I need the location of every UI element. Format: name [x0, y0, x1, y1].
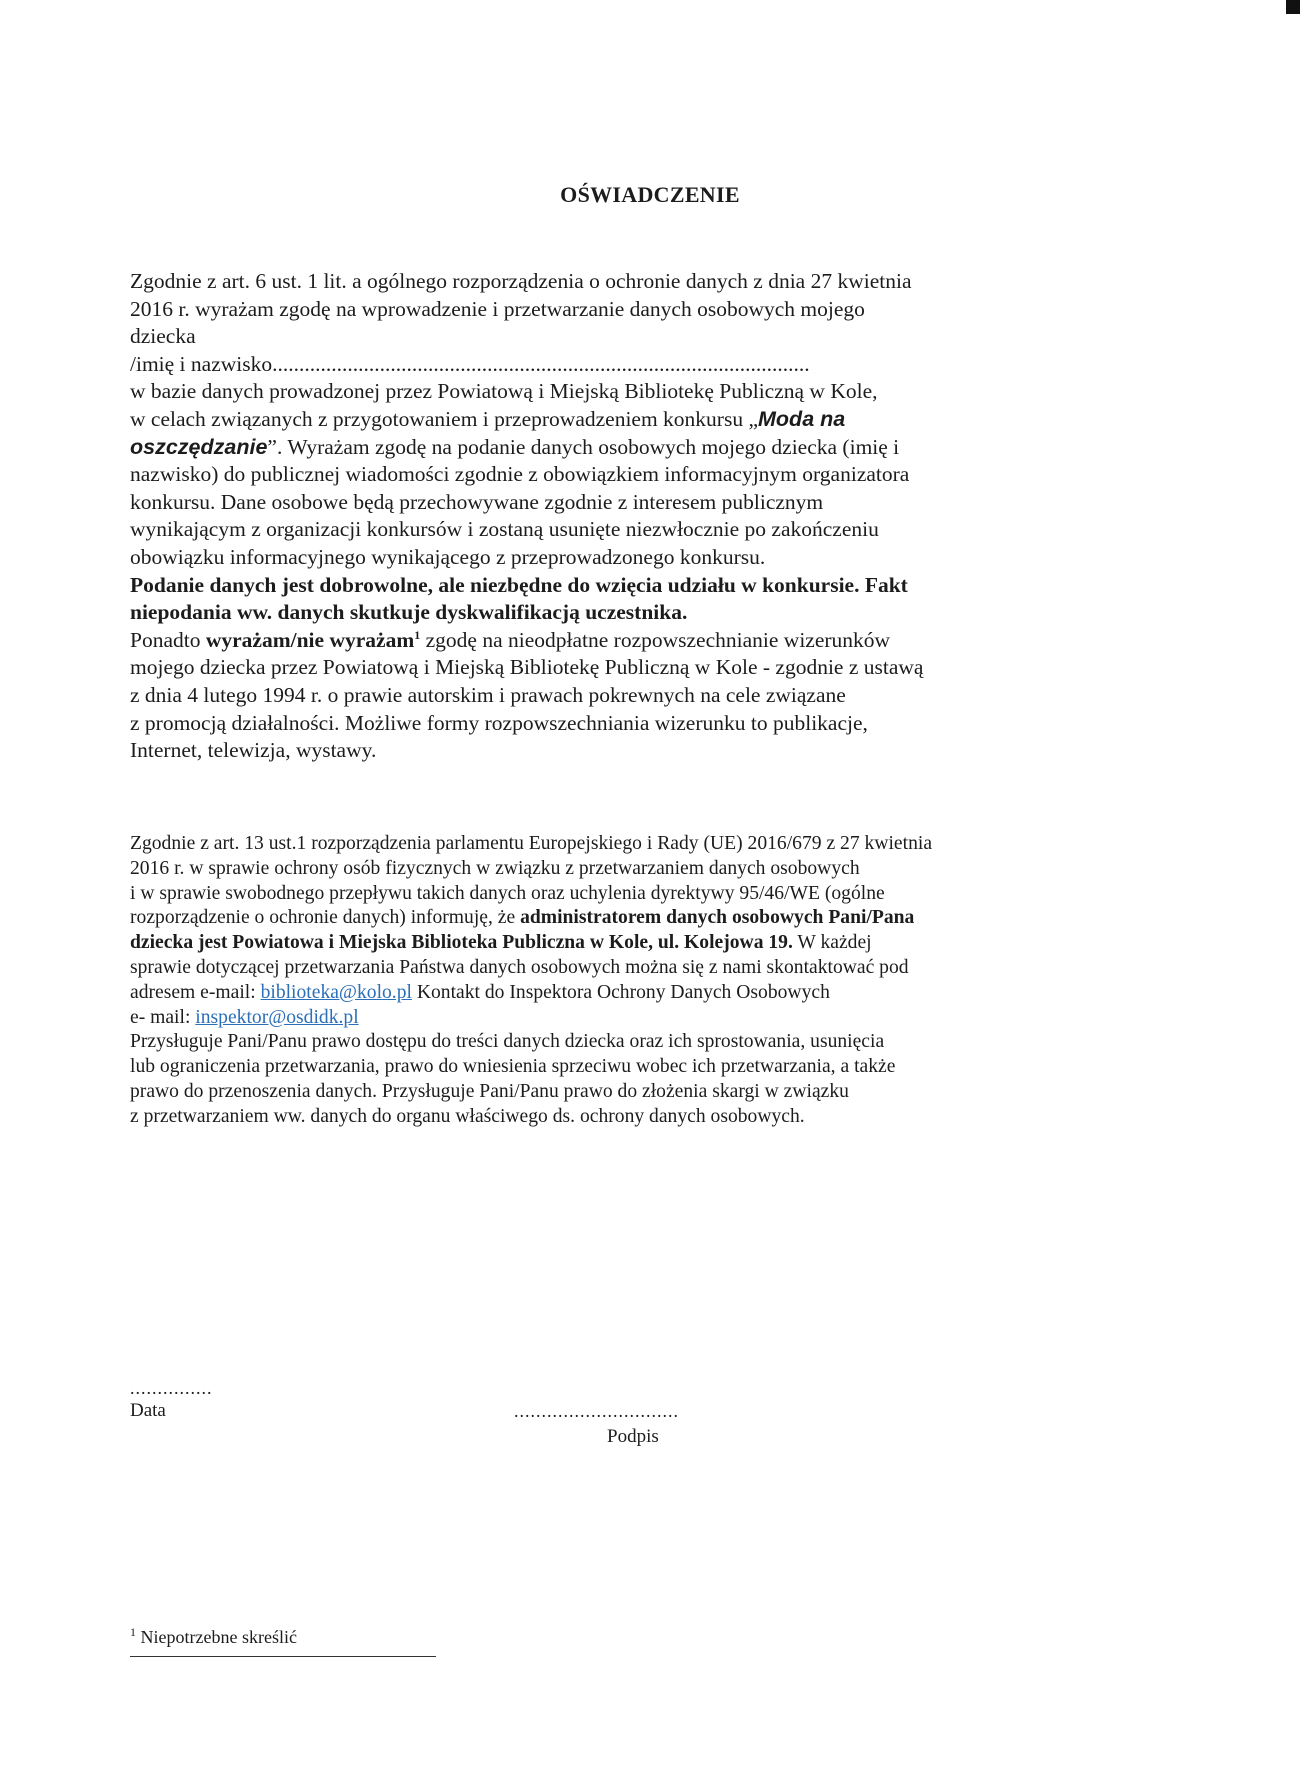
mandatory-notice: Podanie danych jest dobrowolne, ale niezbędne do wzięcia udziału w konkursie. Fakt — [130, 572, 908, 597]
footnote-text: Niepotrzebne skreślić — [136, 1627, 297, 1647]
text-fragment: W każdej — [792, 932, 872, 954]
text-line: z przetwarzaniem ww. danych do organu właściwego ds. ochrony danych osobowych. — [130, 1105, 805, 1127]
text-line: mojego dziecka przez Powiatową i Miejską Bibliotekę Publiczną w Kole - zgodnie z ustawą — [130, 655, 924, 680]
administrator-notice: administratorem danych osobowych Pani/Pana — [520, 907, 915, 929]
text-fragment: w celach związanych z przygotowaniem i przeprowadzeniem konkursu „ — [130, 406, 759, 431]
contest-name-continued: oszczędzanie — [130, 434, 268, 459]
text-fragment: adresem e-mail: — [130, 981, 261, 1003]
name-field-dots: .................................................................................................... — [272, 351, 810, 376]
text-line: dziecka — [130, 324, 196, 349]
text-line: prawo do przenoszenia danych. Przysługuje Pani/Panu prawo do złożenia skargi w związku — [130, 1080, 849, 1102]
signature-label: Podpis — [607, 1426, 659, 1447]
text-line: nazwisko) do publicznej wiadomości zgodnie z obowiązkiem informacyjnym organizatora — [130, 462, 910, 487]
text-line: z dnia 4 lutego 1994 r. o prawie autorskim i prawach pokrewnych na cele związane — [130, 682, 846, 707]
mandatory-notice-continued: niepodania ww. danych skutkuje dyskwalifikacją uczestnika. — [130, 600, 688, 625]
text-line: wynikającym z organizacji konkursów i zostaną usunięte niezwłocznie po zakończeniu — [130, 517, 879, 542]
footnote-divider — [130, 1656, 436, 1657]
text-line: Przysługuje Pani/Panu prawo dostępu do treści danych dziecka oraz ich sprostowania, usunięcia — [130, 1031, 885, 1053]
text-line: Zgodnie z art. 6 ust. 1 lit. a ogólnego rozporządzenia o ochronie danych z dnia 27 kwietnia — [130, 269, 912, 293]
text-line: 2016 r. w sprawie ochrony osób fizycznych w związku z przetwarzaniem danych osobowych — [130, 857, 860, 879]
footnote-ref: 1 — [414, 627, 421, 642]
inspector-email-link[interactable]: inspektor@osdidk.pl — [195, 1006, 359, 1028]
text-line — [130, 1006, 1092, 1031]
footnote — [130, 1627, 297, 1648]
text-fragment: ”. Wyrażam zgodę na podanie danych osobowych mojego dziecka (imię i — [267, 434, 900, 459]
consent-section — [130, 268, 1092, 765]
text-fragment: zgodę na nieodpłatne rozpowszechnianie wizerunków — [420, 627, 891, 652]
text-line: w bazie danych prowadzonej przez Powiatową i Miejską Bibliotekę Publiczną w Kole, — [130, 379, 878, 404]
consent-choice: wyrażam/nie wyrażam — [205, 627, 415, 652]
image-consent-line — [130, 627, 1092, 655]
signature-field-dots: .............................. — [514, 1401, 679, 1421]
date-label: Data — [130, 1400, 166, 1421]
text-line: 2016 r. wyrażam zgodę na wprowadzenie i przetwarzanie danych osobowych mojego — [130, 296, 865, 321]
library-email-link[interactable]: biblioteka@kolo.pl — [260, 981, 412, 1003]
administrator-notice-continued: dziecka jest Powiatowa i Miejska Biblioteka Publiczna w Kole, ul. Kolejowa 19. — [130, 932, 793, 954]
text-line: lub ograniczenia przetwarzania, prawo do wniesienia sprzeciwu wobec ich przetwarzania, a także — [130, 1056, 896, 1078]
text-line: i w sprawie swobodnego przepływu takich danych oraz uchylenia dyrektywy 95/46/WE (ogólne — [130, 882, 885, 904]
contest-name: Moda na — [758, 406, 846, 431]
scan-corner-mark — [1286, 0, 1300, 14]
text-line — [130, 981, 1092, 1006]
text-line: Internet, telewizja, wystawy. — [130, 738, 377, 763]
text-line — [130, 434, 1092, 462]
name-field-line — [130, 351, 1092, 379]
text-line: Zgodnie z art. 13 ust.1 rozporządzenia parlamentu Europejskiego i Rady (UE) 2016/679 z 27 kwietnia — [130, 833, 933, 854]
text-fragment: Ponadto — [130, 627, 206, 652]
text-line — [130, 406, 1092, 434]
page-title: OŚWIADCZENIE — [560, 182, 740, 207]
text-fragment: Kontakt do Inspektora Ochrony Danych Osobowych — [411, 981, 830, 1003]
text-line — [130, 906, 1092, 931]
text-line: z promocją działalności. Możliwe formy rozpowszechniania wizerunku to publikacje, — [130, 710, 868, 735]
text-line: sprawie dotyczącej przetwarzania Państwa danych osobowych można się z nami skontaktować pod — [130, 956, 909, 978]
text-fragment: e- mail: — [130, 1006, 196, 1028]
text-line: konkursu. Dane osobowe będą przechowywane zgodnie z interesem publicznym — [130, 489, 824, 514]
text-line: obowiązku informacyjnego wynikającego z przeprowadzonego konkursu. — [130, 544, 766, 569]
name-field-label: /imię i nazwisko — [130, 351, 273, 376]
text-fragment: rozporządzenie o ochronie danych) informuję, że — [130, 907, 521, 929]
text-line — [130, 931, 1092, 956]
footnote-mark: 1 — [130, 1625, 136, 1639]
date-field-dots: ............... — [130, 1378, 213, 1398]
gdpr-info-section — [130, 832, 1092, 1130]
